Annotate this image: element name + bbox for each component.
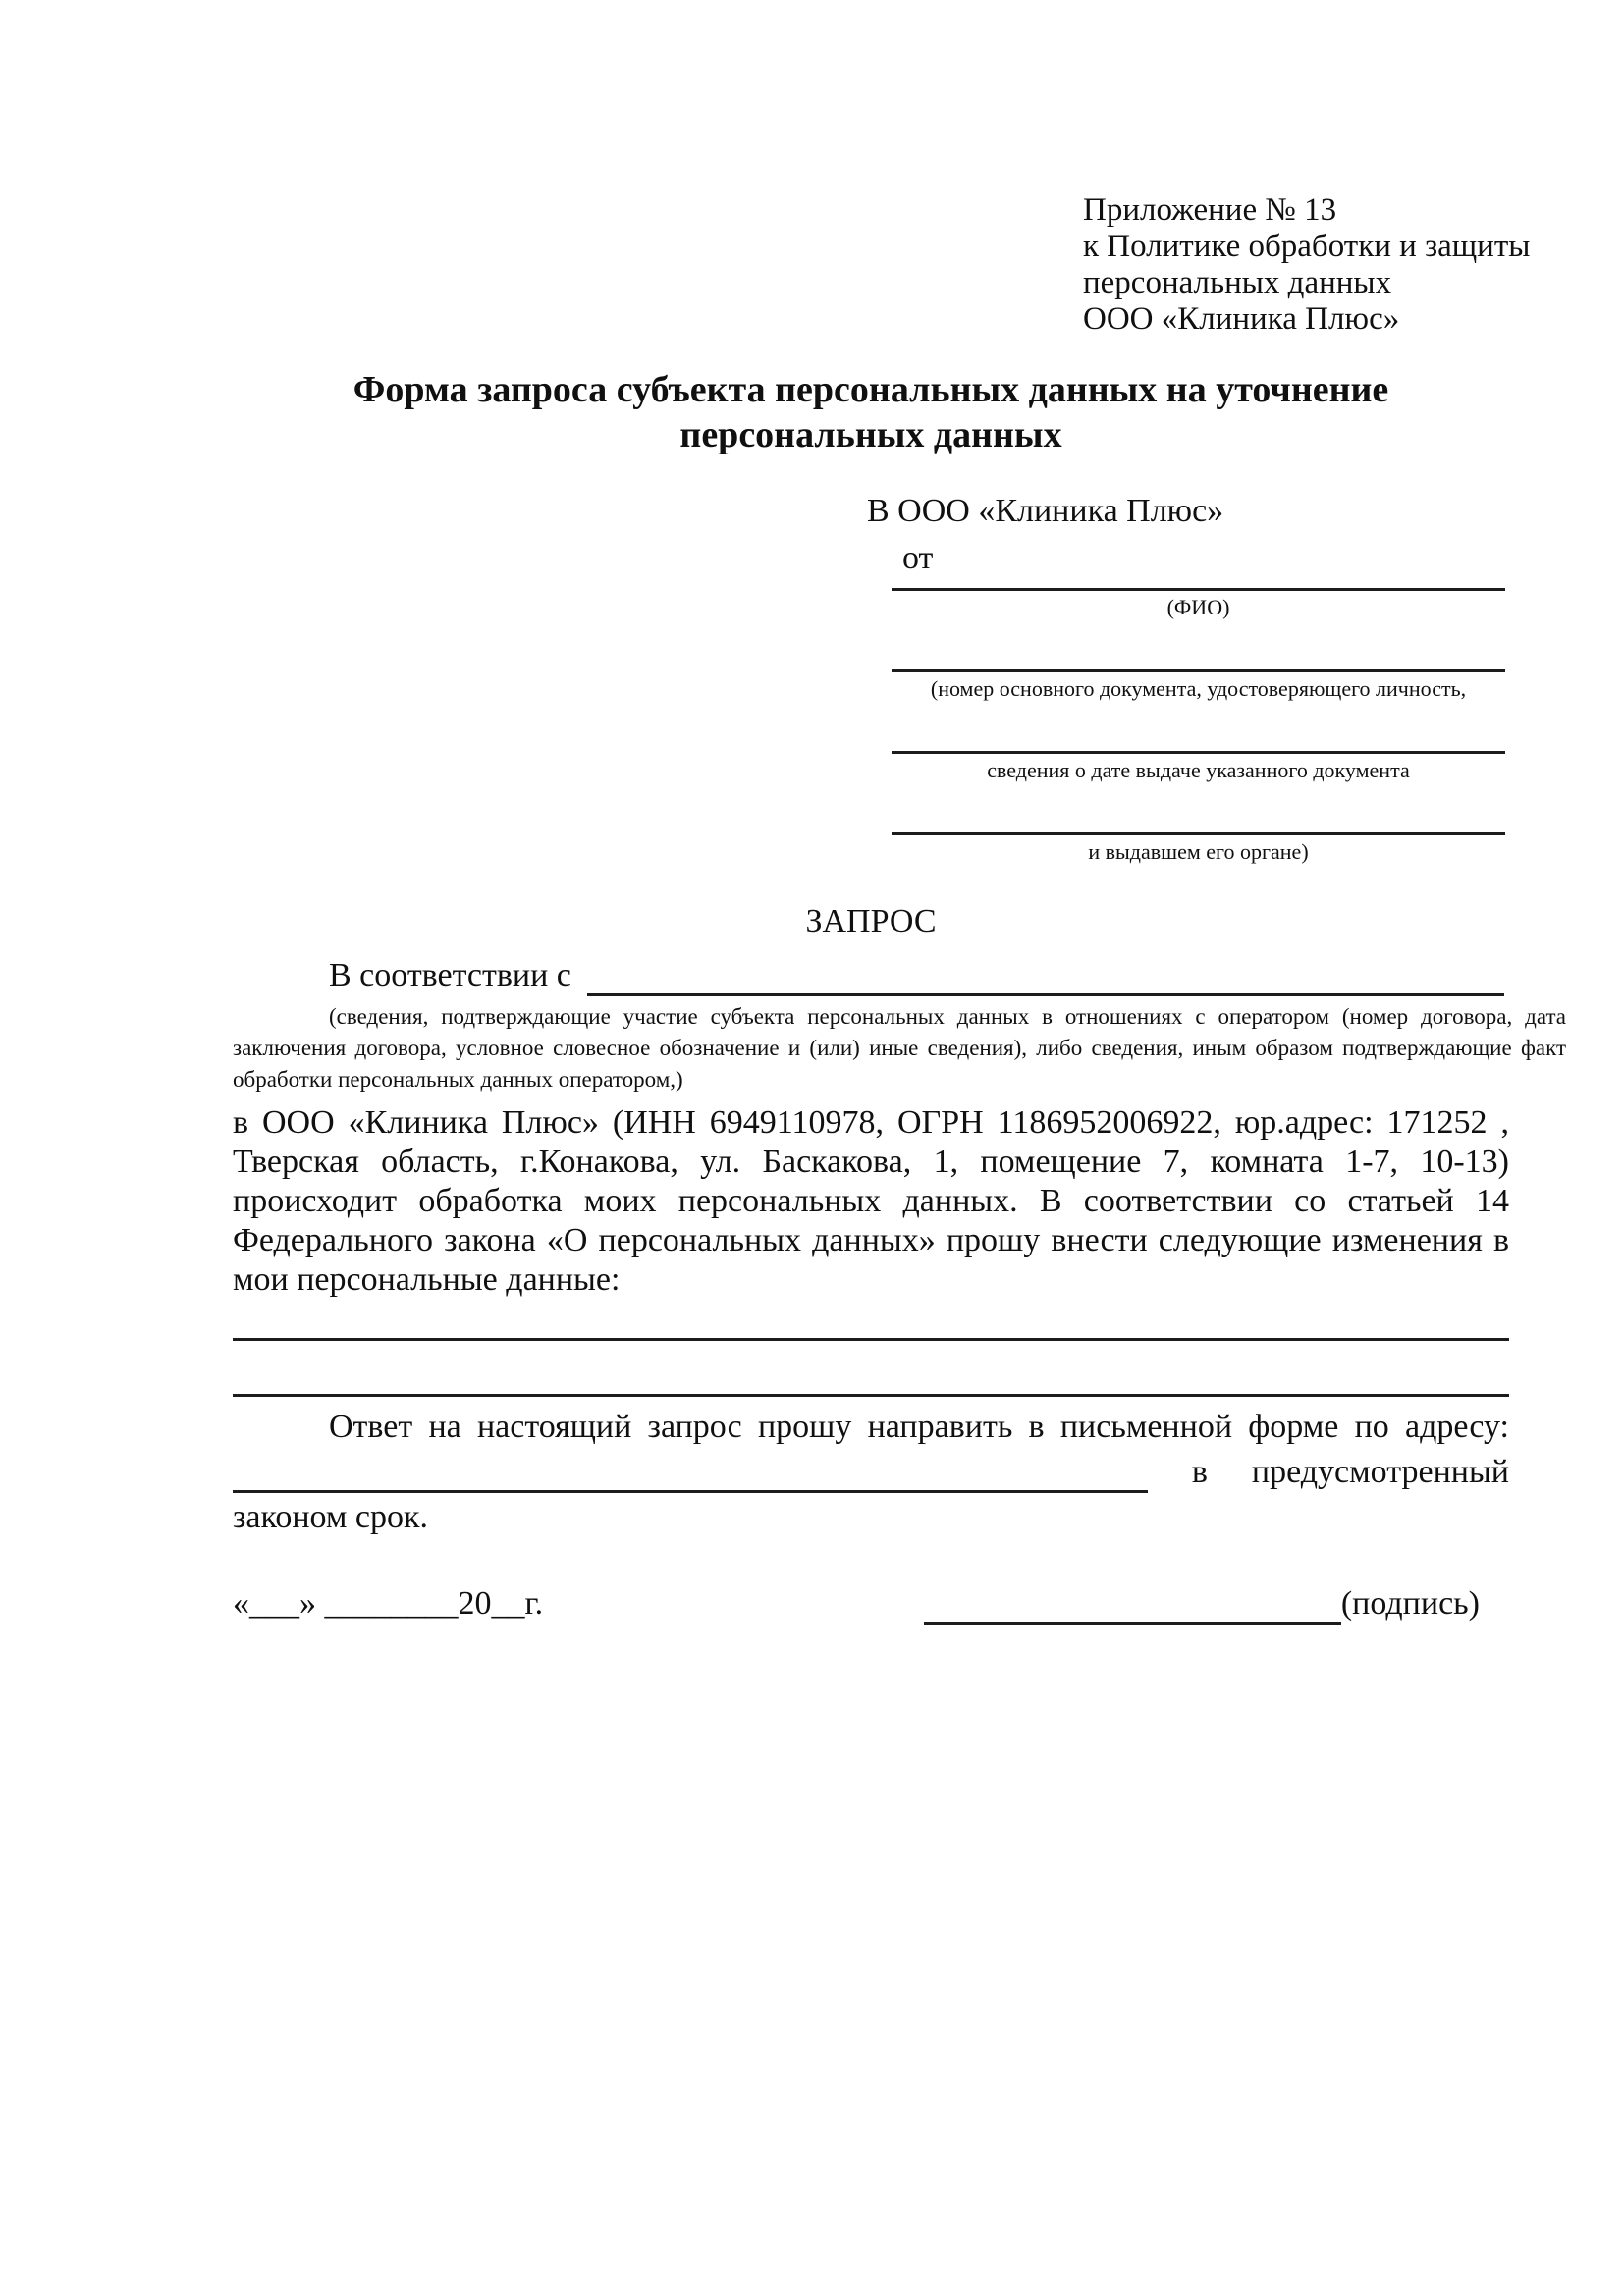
reply-word-v: в: [1191, 1454, 1208, 1490]
intro-blank-field: [587, 959, 1504, 996]
fio-caption: (ФИО): [1166, 595, 1230, 619]
request-heading: ЗАПРОС: [805, 903, 937, 939]
signature-caption: (подпись): [1340, 1585, 1480, 1622]
issue-date-blank-field: [892, 728, 1505, 754]
intro-footnote: (сведения, подтверждающие участие субъекта персональных данных в отношениях с оператором (номер договора, дата заключения договора, условное словесное обозначение и (или) иные сведения), либо сведения, иным образом подтверждающие факт обработки персональных данных оператором,): [233, 1004, 1566, 1092]
document-title-line1: Форма запроса субъекта персональных данных на уточнение: [352, 369, 1389, 410]
intro-row: [233, 955, 1509, 996]
document-title: [233, 367, 1509, 457]
appendix-line: Приложение № 13: [1083, 192, 1337, 228]
from-label: от: [902, 540, 934, 576]
signature-blank-field: [924, 1585, 1341, 1625]
issue-date-caption: сведения о дате выдаче указанного документа: [987, 758, 1410, 782]
intro-prefix: В соответствии с: [329, 957, 571, 993]
changes-blank-line-2: [233, 1341, 1509, 1397]
date-blank-field: «___» ________20__г.: [233, 1585, 544, 1622]
reply-term-sentence: законом срок.: [233, 1499, 428, 1535]
request-body-paragraph: в ООО «Клиника Плюс» (ИНН 6949110978, ОГРН 1186952006922, юр.адрес: 171252 , Тверская область, г.Конакова, ул. Баскакова, 1, помещение 7, комната 1-7, 10-13) происходит обработка моих персональных данных. В соответствии со статьей 14 Федерального закона «О персональных данных» прошу внести следующие изменения в мои персональные данные:: [233, 1104, 1509, 1298]
appendix-line: к Политике обработки и защиты: [1083, 229, 1531, 264]
reply-address-sentence: Ответ на настоящий запрос прошу направить в письменной форме по адресу:: [329, 1409, 1509, 1445]
fio-blank-field: [892, 579, 1505, 591]
document-number-caption: (номер основного документа, удостоверяющего личность,: [930, 676, 1467, 701]
issuing-authority-caption: и выдавшем его органе): [1088, 839, 1309, 864]
footer-row: [233, 1583, 1509, 1625]
appendix-line: персональных данных: [1083, 265, 1392, 300]
reply-address-row: [233, 1448, 1509, 1493]
issuing-authority-blank-field: [892, 810, 1505, 835]
signature-group: [924, 1583, 1480, 1625]
appendix-line: ООО «Клиника Плюс»: [1083, 301, 1400, 337]
recipient-block: [867, 491, 1507, 865]
appendix-reference: [1083, 192, 1531, 338]
document-number-blank-field: [892, 647, 1505, 672]
recipient-organization: В ООО «Клиника Плюс»: [867, 493, 1224, 529]
reply-address-blank-field: [233, 1454, 1148, 1493]
changes-blank-line-1: [233, 1300, 1509, 1341]
reply-word-predusmotrenny: предусмотренный: [1251, 1454, 1509, 1490]
document-title-line2: персональных данных: [679, 414, 1062, 455]
